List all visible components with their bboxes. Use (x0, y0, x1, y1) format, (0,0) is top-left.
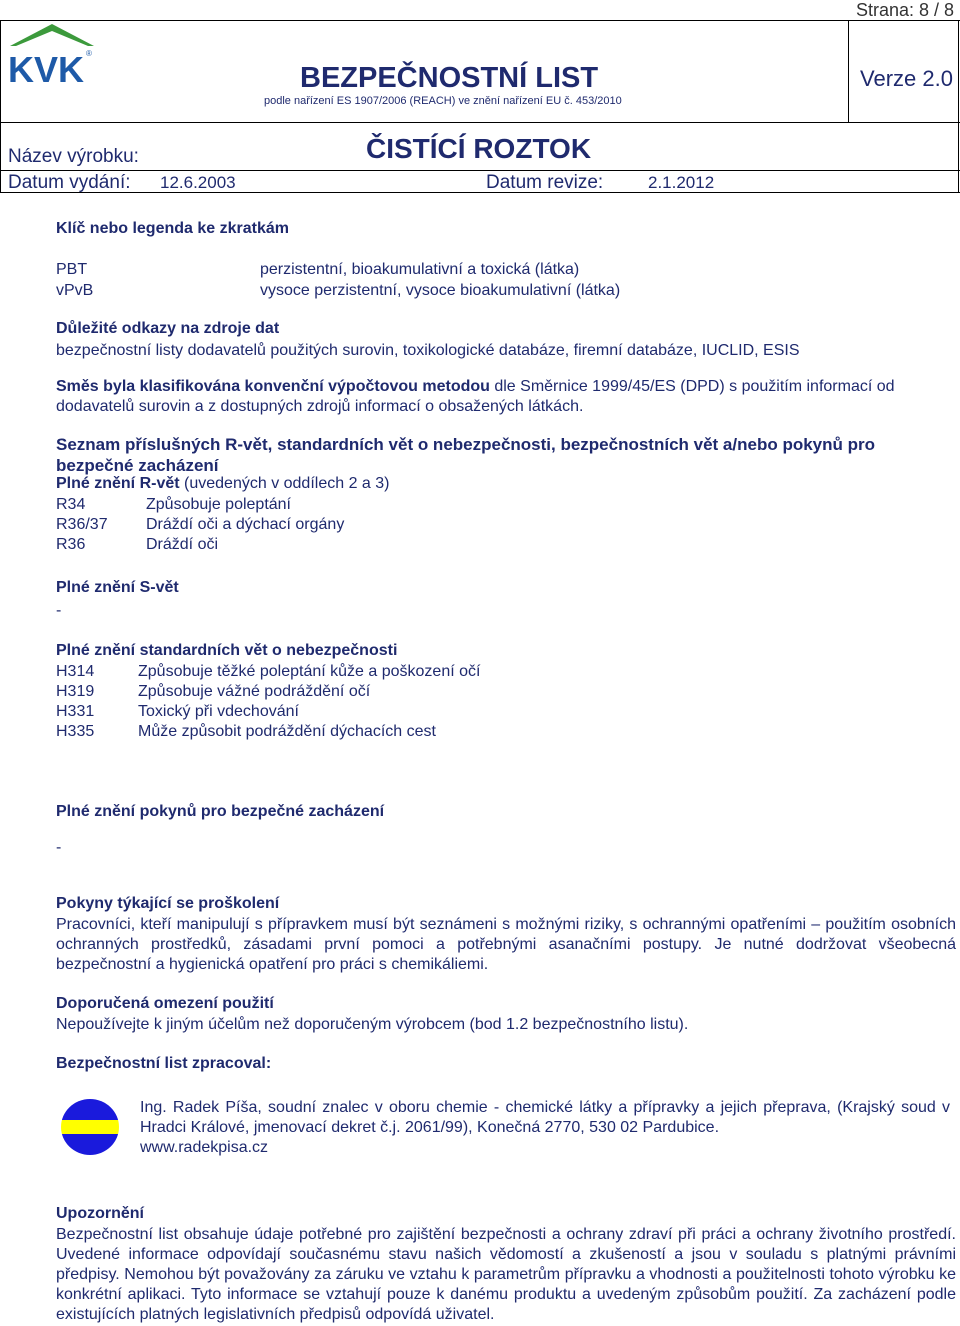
p-value: - (56, 839, 62, 856)
classification-text: dle Směrnice 1999/45/ES (DPD) s použitím informací od dodavatelů surovin a z dostupných zdrojů informací o obsažených látkách. (56, 378, 895, 415)
h-text: Způsobuje vážné podráždění očí (138, 683, 371, 700)
r-text: Dráždí oči a dýchací orgány (146, 516, 345, 533)
prepared-heading: Bezpečnostní list zpracoval: (56, 1055, 272, 1072)
product-name: ČISTÍCÍ ROZTOK (366, 133, 592, 164)
kvk-logo (6, 22, 98, 90)
issue-date: 12.6.2003 (160, 173, 236, 192)
sources-text: bezpečnostní listy dodavatelů použitých surovin, toxikologické databáze, firemní databáze, IUCLID, ESIS (56, 342, 800, 359)
classification-bold: Směs byla klasifikována konvenční výpočtovou metodou (56, 378, 490, 395)
notice-text: Bezpečnostní list obsahuje údaje potřebné pro zajištění bezpečnosti a ochrany zdraví při práci a ochrany životního prostředí. Uvedené informace odpovídají současnému stavu našich vědomostí a zkušeností a jsou v souladu s platnými právními předpisy. Nemohou být považovány za záruku ve vztahu k parametrům přípravku a vhodnosti a použitelnosti tohoto výrobku ke konkrétní aplikaci. Tyto informace se vztahují pouze k danému produktu a uvedeným způsobům použití. Za zacházení podle existujících platných legislativních předpisů odpovídá uživatel. (56, 1226, 956, 1323)
phrases-heading: Seznam příslušných R-vět, standardních vět o nebezpečnosti, bezpečnostních vět a/nebo pokynů pro bezpečné zacházení (56, 435, 875, 475)
restrictions-heading: Doporučená omezení použití (56, 995, 274, 1012)
h-code: H331 (56, 703, 95, 720)
legend-heading: Klíč nebo legenda ke zkratkám (56, 220, 289, 237)
h-text: Může způsobit podráždění dýchacích cest (138, 723, 436, 740)
revision-date: 2.1.2012 (648, 173, 715, 192)
legend-text-pbt: perzistentní, bioakumulativní a toxická (látka) (260, 261, 580, 278)
s-value: - (56, 602, 62, 619)
h-code: H335 (56, 723, 95, 740)
regulation-text: podle nařízení ES 1907/2006 (REACH) ve znění nařízení EU č. 453/2010 (264, 95, 622, 107)
h-code: H319 (56, 683, 95, 700)
r-text: Způsobuje poleptání (146, 496, 291, 513)
training-heading: Pokyny týkající se proškolení (56, 895, 280, 912)
product-label: Název výrobku: (8, 146, 139, 167)
h-text: Toxický při vdechování (138, 703, 299, 720)
author-badge (60, 1098, 120, 1156)
sources-heading: Důležité odkazy na zdroje dat (56, 320, 280, 337)
r-code: R34 (56, 496, 86, 513)
p-heading: Plné znění pokynů pro bezpečné zacházení (56, 803, 385, 820)
legend-abbr-pbt: PBT (56, 261, 88, 278)
h-text: Způsobuje těžké poleptání kůže a poškození očí (138, 663, 481, 680)
legend-abbr-vpvb: vPvB (56, 282, 94, 299)
classification-paragraph (56, 377, 946, 417)
r-heading (56, 475, 389, 493)
legend-text-vpvb: vysoce perzistentní, vysoce bioakumulativní (látka) (260, 282, 621, 299)
doc-title: BEZPEČNOSTNÍ LIST (300, 62, 599, 94)
prepared-text: Ing. Radek Píša, soudní znalec v oboru chemie - chemické látky a přípravky a jejich přeprava, (Krajský soud v Hradci Králové, jmenovací dekret č.j. 2061/99), Konečná 2770, 530 02 Pardubice. (140, 1099, 950, 1136)
r-code: R36 (56, 536, 86, 553)
kvk-logo-icon (6, 22, 98, 90)
issue-label: Datum vydání: (8, 172, 131, 193)
logo-text: KVK (8, 49, 85, 90)
notice-heading: Upozornění (56, 1205, 144, 1222)
training-text: Pracovníci, kteří manipulují s přípravkem musí být seznámeni s možnými riziky, s ochrannými opatřeními – použitím osobních ochranných prostředků, zásadami první pomoci a potřebnými asanačními postupy. Je nutné dodržovat všeobecná bezpečnostní a hygienická opatření pro práci s chemikáliemi. (56, 916, 956, 973)
svg-text:®: ® (86, 49, 92, 58)
r-heading-rest: (uvedených v oddílech 2 a 3) (179, 475, 390, 492)
s-heading: Plné znění S-vět (56, 579, 179, 596)
author-website-link[interactable]: www.radekpisa.cz (140, 1139, 269, 1156)
version-label: Verze 2.0 (860, 66, 953, 91)
h-heading: Plné znění standardních vět o nebezpečnosti (56, 642, 398, 659)
r-heading-bold: Plné znění R-vět (56, 475, 180, 492)
h-code: H314 (56, 663, 95, 680)
revision-label: Datum revize: (486, 172, 604, 193)
r-code: R36/37 (56, 516, 108, 533)
restrictions-text: Nepoužívejte k jiným účelům než doporučeným výrobcem (bod 1.2 bezpečnostního listu). (56, 1016, 689, 1033)
r-text: Dráždí oči (146, 536, 219, 553)
author-badge-icon (60, 1098, 120, 1156)
page-number: Strana: 8 / 8 (855, 0, 954, 20)
